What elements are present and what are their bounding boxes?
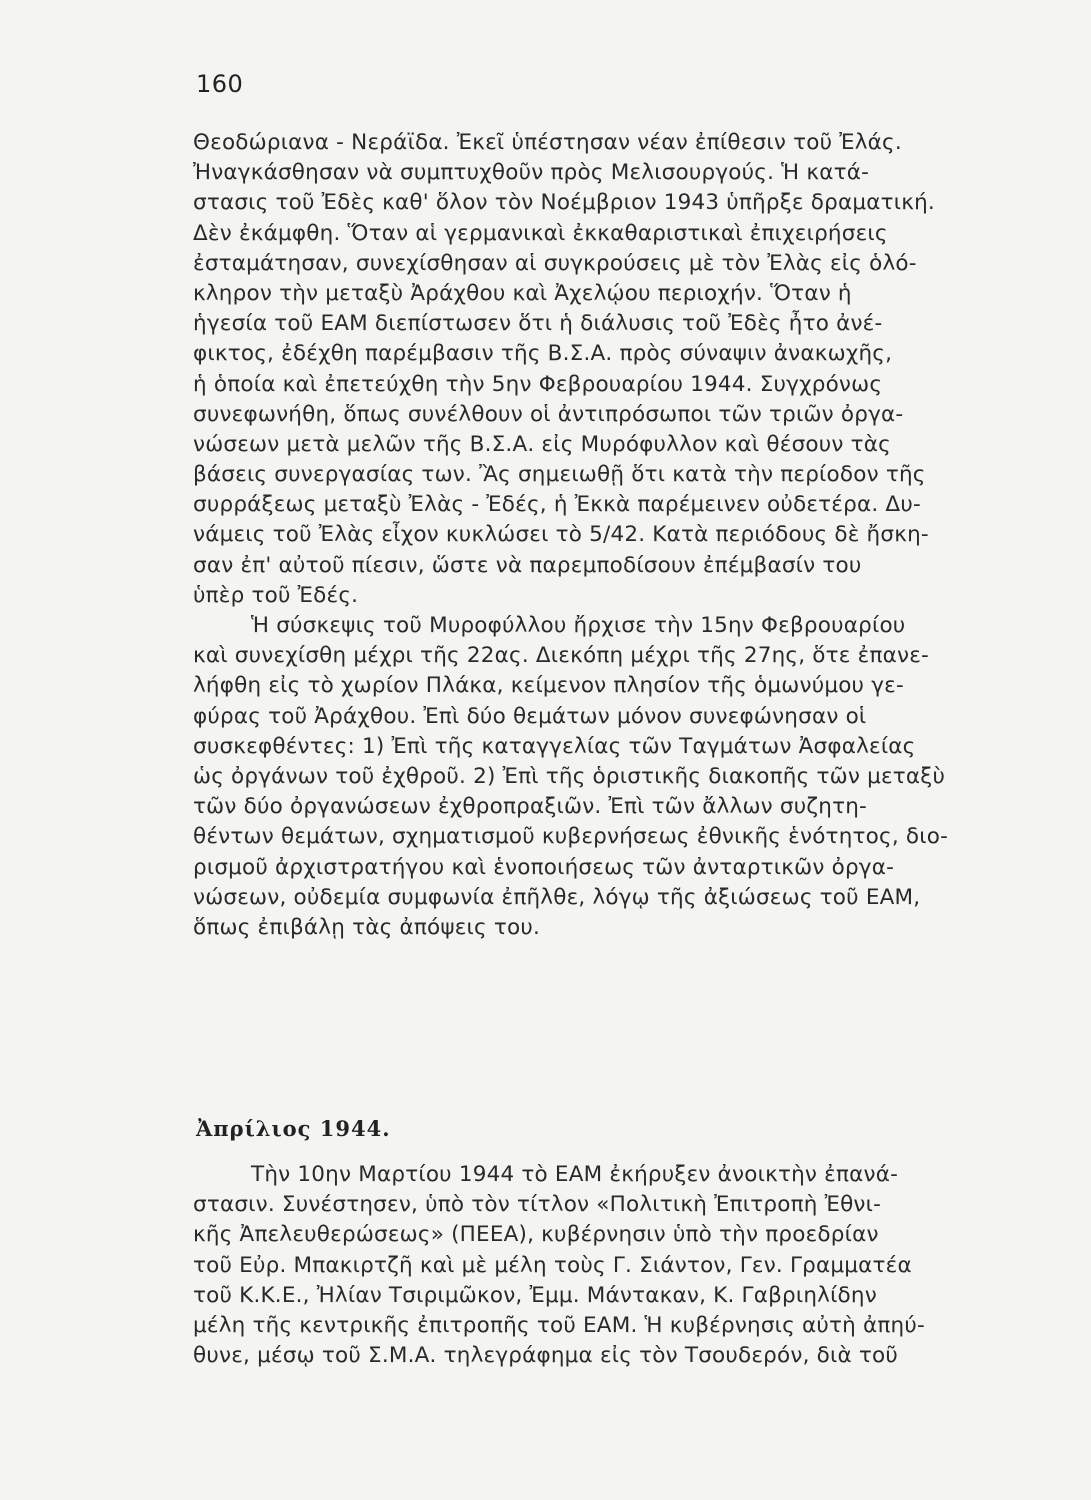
text-line: φικτος, ἐδέχθη παρέμβασιν τῆς Β.Σ.Α. πρὸς σύναψιν ἀνακωχῆς, <box>193 341 893 367</box>
text-line: ἡγεσία τοῦ ΕΑΜ διεπίστωσεν ὅτι ἡ διάλυσις τοῦ Ἐδὲς ἦτο ἀνέ- <box>193 311 883 337</box>
text-line: καὶ συνεχίσθη μέχρι τῆς 22ας. Διεκόπη μέχρι τῆς 27ης, ὅτε ἐπανε- <box>193 643 929 669</box>
text-line: τοῦ Κ.Κ.Ε., Ἠλίαν Τσιριμῶκον, Ἐμμ. Μάντακαν, Κ. Γαβριηλίδην <box>193 1282 877 1308</box>
text-line: βάσεις συνεργασίας των. Ἂς σημειωθῇ ὅτι κατὰ τὴν περίοδον τῆς <box>193 462 926 488</box>
text-line: θέντων θεμάτων, σχηματισμοῦ κυβερνήσεως ἐθνικῆς ἑνότητος, διο- <box>193 824 949 850</box>
text-line: τῶν δύο ὀργανώσεων ἐχθροπραξιῶν. Ἐπὶ τῶν ἄλλων συζητη- <box>193 794 868 820</box>
body-text-lower <box>193 1160 1053 1371</box>
paragraph-2 <box>193 611 1053 943</box>
text-line: μέλη τῆς κεντρικῆς ἐπιτροπῆς τοῦ ΕΑΜ. Ἡ κυβέρνησις αὐτὴ ἀπηύ- <box>193 1312 925 1338</box>
text-line: ὑπὲρ τοῦ Ἐδές. <box>193 582 359 608</box>
text-line: τοῦ Εὐρ. Μπακιρτζῆ καὶ μὲ μέλη τοὺς Γ. Σιάντον, Γεν. Γραμματέα <box>193 1252 912 1278</box>
text-line: Τὴν 10ην Μαρτίου 1944 τὸ ΕΑΜ ἐκήρυξεν ἀνοικτὴν ἐπανά- <box>251 1162 899 1187</box>
text-line: φύρας τοῦ Ἀράχθου. Ἐπὶ δύο θεμάτων μόνον συνεφώνησαν οἱ <box>193 703 867 729</box>
text-line: κῆς Ἀπελευθερώσεως» (ΠΕΕΑ), κυβέρνησιν ὑπὸ τὴν προεδρίαν <box>193 1222 879 1248</box>
text-line: Ἡ σύσκεψις τοῦ Μυροφύλλου ἤρχισε τὴν 15ην Φεβρουαρίου <box>251 613 906 638</box>
text-line: ὡς ὀργάνων τοῦ ἐχθροῦ. 2) Ἐπὶ τῆς ὁριστικῆς διακοπῆς τῶν μεταξὺ <box>193 763 946 789</box>
text-line: ἡ ὁποία καὶ ἐπετεύχθη τὴν 5ην Φεβρουαρίου 1944. Συγχρόνως <box>193 371 883 397</box>
paragraph-1 <box>193 128 1053 611</box>
text-line: νάμεις τοῦ Ἐλὰς εἶχον κυκλώσει τὸ 5/42. Κατὰ περιόδους δὲ ἤσκη- <box>193 522 929 548</box>
text-line: ρισμοῦ ἀρχιστρατήγου καὶ ἑνοποιήσεως τῶν ἀνταρτικῶν ὀργα- <box>193 854 895 880</box>
text-line: συσκεφθέντες: 1) Ἐπὶ τῆς καταγγελίας τῶν Ταγμάτων Ἀσφαλείας <box>193 733 916 759</box>
text-line: λήφθη εἰς τὸ χωρίον Πλάκα, κείμενον πλησίον τῆς ὁμωνύμου γε- <box>193 673 904 699</box>
text-line: σαν ἐπ' αὐτοῦ πίεσιν, ὥστε νὰ παρεμποδίσουν ἐπέμβασίν του <box>193 552 862 578</box>
text-line: ἐσταμάτησαν, συνεχίσθησαν αἱ συγκρούσεις μὲ τὸν Ἐλὰς εἰς ὁλό- <box>193 250 917 276</box>
text-line: συνεφωνήθη, ὅπως συνέλθουν οἱ ἀντιπρόσωποι τῶν τριῶν ὀργα- <box>193 401 904 427</box>
page-number: 160 <box>196 70 244 98</box>
text-line: νώσεων μετὰ μελῶν τῆς Β.Σ.Α. εἰς Μυρόφυλλον καὶ θέσουν τὰς <box>193 431 891 457</box>
paragraph-3 <box>193 1160 1053 1371</box>
text-line: κληρον τὴν μεταξὺ Ἀράχθου καὶ Ἀχελῴου περιοχήν. Ὅταν ἡ <box>193 280 852 306</box>
text-line: θυνε, μέσῳ τοῦ Σ.Μ.Α. τηλεγράφημα εἰς τὸν Τσουδερόν, διὰ τοῦ <box>193 1343 899 1369</box>
body-text-upper <box>193 128 1053 943</box>
text-line: στασις τοῦ Ἐδὲς καθ' ὅλον τὸν Νοέμβριον 1943 ὑπῆρξε δραματική. <box>193 190 935 216</box>
text-line: νώσεων, οὐδεμία συμφωνία ἐπῆλθε, λόγῳ τῆς ἀξιώσεως τοῦ ΕΑΜ, <box>193 884 921 910</box>
text-line: στασιν. Συνέστησεν, ὑπὸ τὸν τίτλον «Πολιτικὴ Ἐπιτροπὴ Ἐθνι- <box>193 1192 882 1218</box>
text-line: Δὲν ἐκάμφθη. Ὅταν αἱ γερμανικαὶ ἐκκαθαριστικαὶ ἐπιχειρήσεις <box>193 220 888 246</box>
text-line: συρράξεως μεταξὺ Ἐλὰς - Ἐδές, ἡ Ἐκκὰ παρέμεινεν οὐδετέρα. Δυ- <box>193 492 921 518</box>
section-heading: Ἀπρίλιος 1944. <box>196 1116 391 1141</box>
text-line: ὅπως ἐπιβάλῃ τὰς ἀπόψεις του. <box>193 914 541 940</box>
text-line: Ἠναγκάσθησαν νὰ συμπτυχθοῦν πρὸς Μελισουργούς. Ἡ κατά- <box>193 160 870 186</box>
text-line: Θεοδώριανα - Νεράϊδα. Ἐκεῖ ὑπέστησαν νέαν ἐπίθεσιν τοῦ Ἐλάς. <box>193 130 902 155</box>
